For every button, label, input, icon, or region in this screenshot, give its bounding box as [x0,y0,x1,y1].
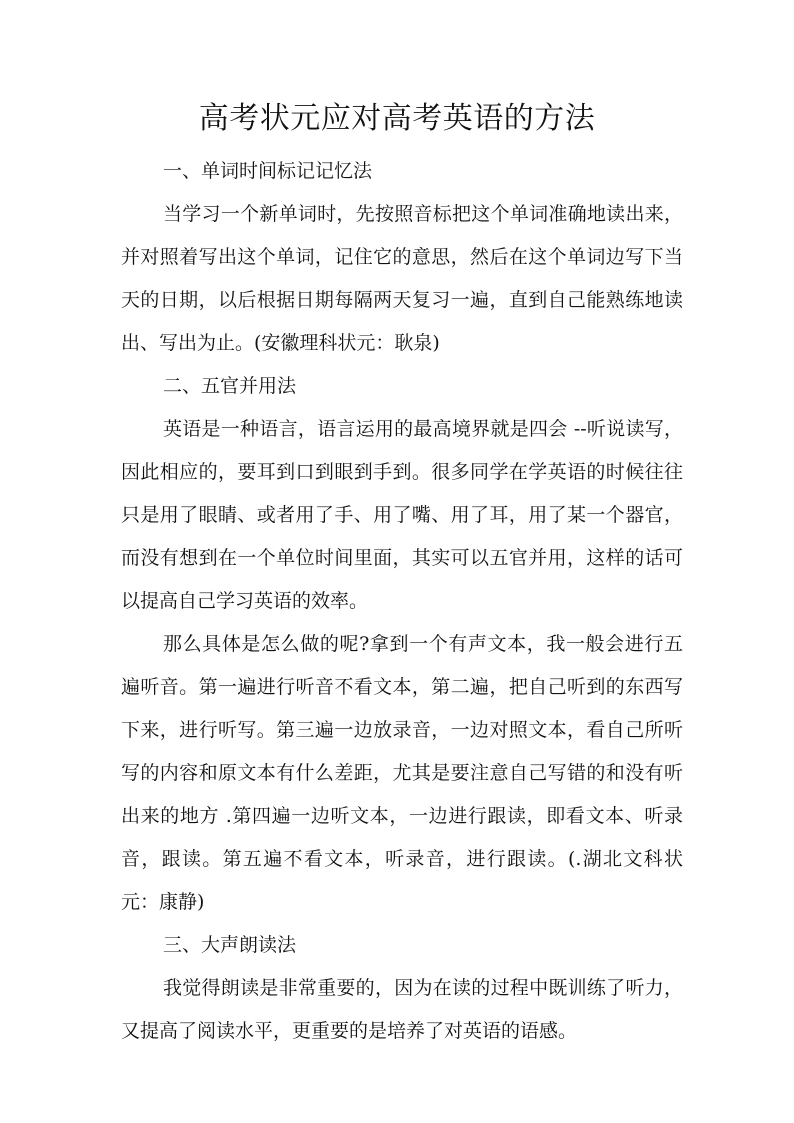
section-read-aloud [121,924,683,1053]
paragraph: 当学习一个新单词时，先按照音标把这个单词准确地读出来，并对照着写出这个单词，记住它的意思，然后在这个单词边写下当天的日期，以后根据日期每隔两天复习一遍，直到自己能熟练地读出、写出为止。(安徽理科状元：耿泉) [121,203,683,354]
paragraph: 英语是一种语言，语言运用的最高境界就是四会 --听说读写，因此相应的，要耳到口到眼到手到。很多同学在学英语的时候往往只是用了眼睛、或者用了手、用了嘴、用了耳，用了某一个器官，而没有想到在一个单位时间里面，其实可以五官并用，这样的话可以提高自己学习英语的效率。 [121,418,683,612]
section-heading: 三、大声朗读法 [163,934,297,956]
paragraph: 那么具体是怎么做的呢?拿到一个有声文本，我一般会进行五遍听音。第一遍进行听音不看文本，第二遍，把自己听到的东西写下来，进行听写。第三遍一边放录音，一边对照文本，看自己所听写的内容和原文本有什么差距，尤其是要注意自己写错的和没有听出来的地方 .第四遍一边听文本，一边进行跟读，即看文本、听录音，跟读。第五遍不看文本，听录音，进行跟读。(.湖北文科状元：康静) [121,633,683,913]
section-word-memory [121,150,683,365]
paragraph: 我觉得朗读是非常重要的，因为在读的过程中既训练了听力，又提高了阅读水平，更重要的是培养了对英语的语感。 [121,977,683,1042]
document-body [121,150,683,1053]
document-title: 高考状元应对高考英语的方法 [198,101,596,136]
section-heading: 一、单词时间标记记忆法 [163,160,373,182]
section-heading: 二、五官并用法 [163,375,297,397]
section-five-senses [121,365,683,924]
